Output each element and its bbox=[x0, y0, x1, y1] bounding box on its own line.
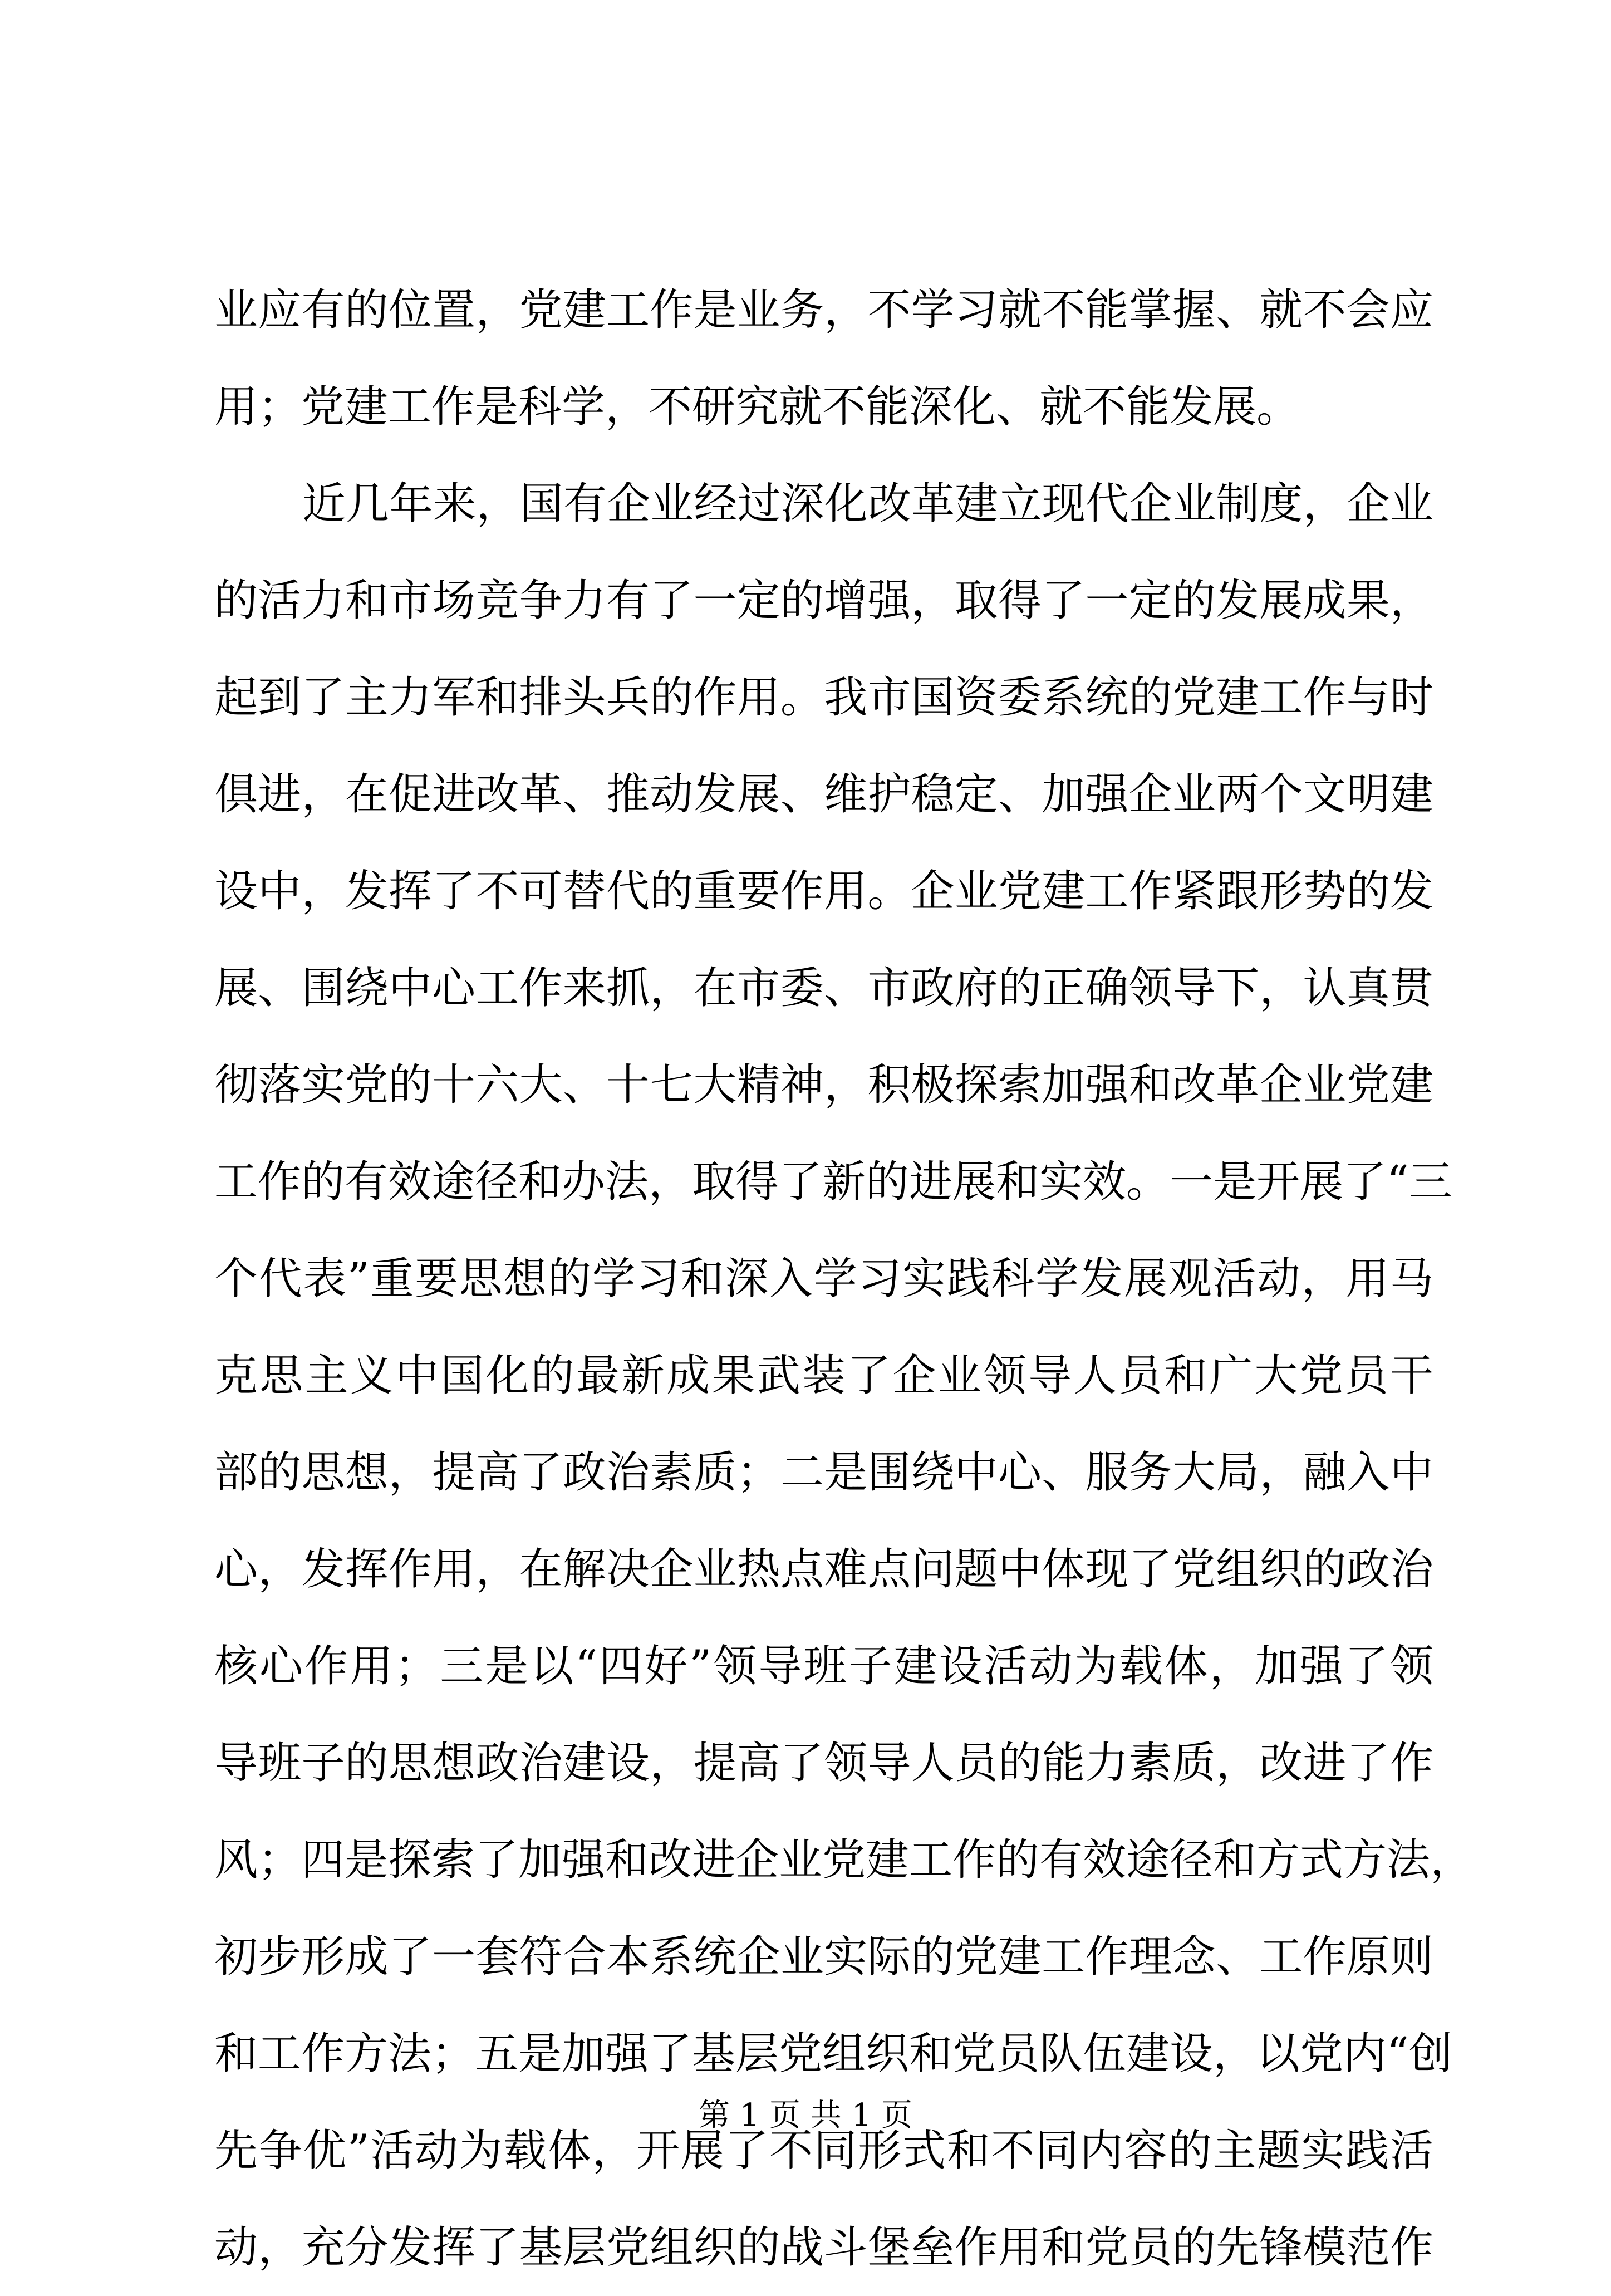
text-line: 导班子的思想政治建设，提高了领导人员的能力素质，改进了作 bbox=[214, 1738, 1433, 1788]
text-line: 业应有的位置，党建工作是业务，不学习就不能掌握、就不会应 bbox=[214, 285, 1433, 335]
text-line: 彻落实党的十六大、十七大精神，积极探索加强和改革企业党建 bbox=[214, 1060, 1433, 1110]
paragraph-first-line: 近几年来，国有企业经过深化改革建立现代企业制度，企业 bbox=[302, 479, 1433, 529]
text-line: 克思主义中国化的最新成果武装了企业领导人员和广大党员干 bbox=[214, 1351, 1433, 1401]
text-line: 和工作方法；五是加强了基层党组织和党员队伍建设，以党内“创 bbox=[214, 2029, 1452, 2079]
text-line: 设中，发挥了不可替代的重要作用。企业党建工作紧跟形势的发 bbox=[214, 866, 1433, 916]
text-line: 动，充分发挥了基层党组织的战斗堡垒作用和党员的先锋模范作 bbox=[214, 2223, 1433, 2273]
text-line: 风；四是探索了加强和改进企业党建工作的有效途径和方式方法， bbox=[214, 1835, 1474, 1885]
text-line: 部的思想，提高了政治素质；二是围绕中心、服务大局，融入中 bbox=[214, 1448, 1433, 1498]
text-line: 的活力和市场竞争力有了一定的增强，取得了一定的发展成果， bbox=[214, 576, 1433, 626]
page-number-label: 第 1 页 共 1 页 bbox=[698, 2097, 913, 2133]
text-line: 先争优”活动为载体，开展了不同形式和不同内容的主题实践活 bbox=[214, 2126, 1433, 2176]
body-text bbox=[214, 262, 1474, 2296]
text-line: 俱进，在促进改革、推动发展、维护稳定、加强企业两个文明建 bbox=[214, 769, 1433, 820]
text-line: 个代表”重要思想的学习和深入学习实践科学发展观活动，用马 bbox=[214, 1254, 1433, 1304]
text-line: 初步形成了一套符合本系统企业实际的党建工作理念、工作原则 bbox=[214, 1932, 1433, 1982]
text-line: 展、围绕中心工作来抓，在市委、市政府的正确领导下，认真贯 bbox=[214, 963, 1433, 1013]
text-line: 起到了主力军和排头兵的作用。我市国资委系统的党建工作与时 bbox=[214, 673, 1433, 723]
text-line: 核心作用；三是以“四好”领导班子建设活动为载体，加强了领 bbox=[214, 1641, 1433, 1691]
text-line: 工作的有效途径和办法，取得了新的进展和实效。一是开展了“三 bbox=[214, 1157, 1452, 1207]
text-line: 心，发挥作用，在解决企业热点难点问题中体现了党组织的政治 bbox=[214, 1544, 1433, 1595]
text-line: 用；党建工作是科学，不研究就不能深化、就不能发展。 bbox=[214, 382, 1300, 432]
page-footer bbox=[0, 2093, 1611, 2138]
